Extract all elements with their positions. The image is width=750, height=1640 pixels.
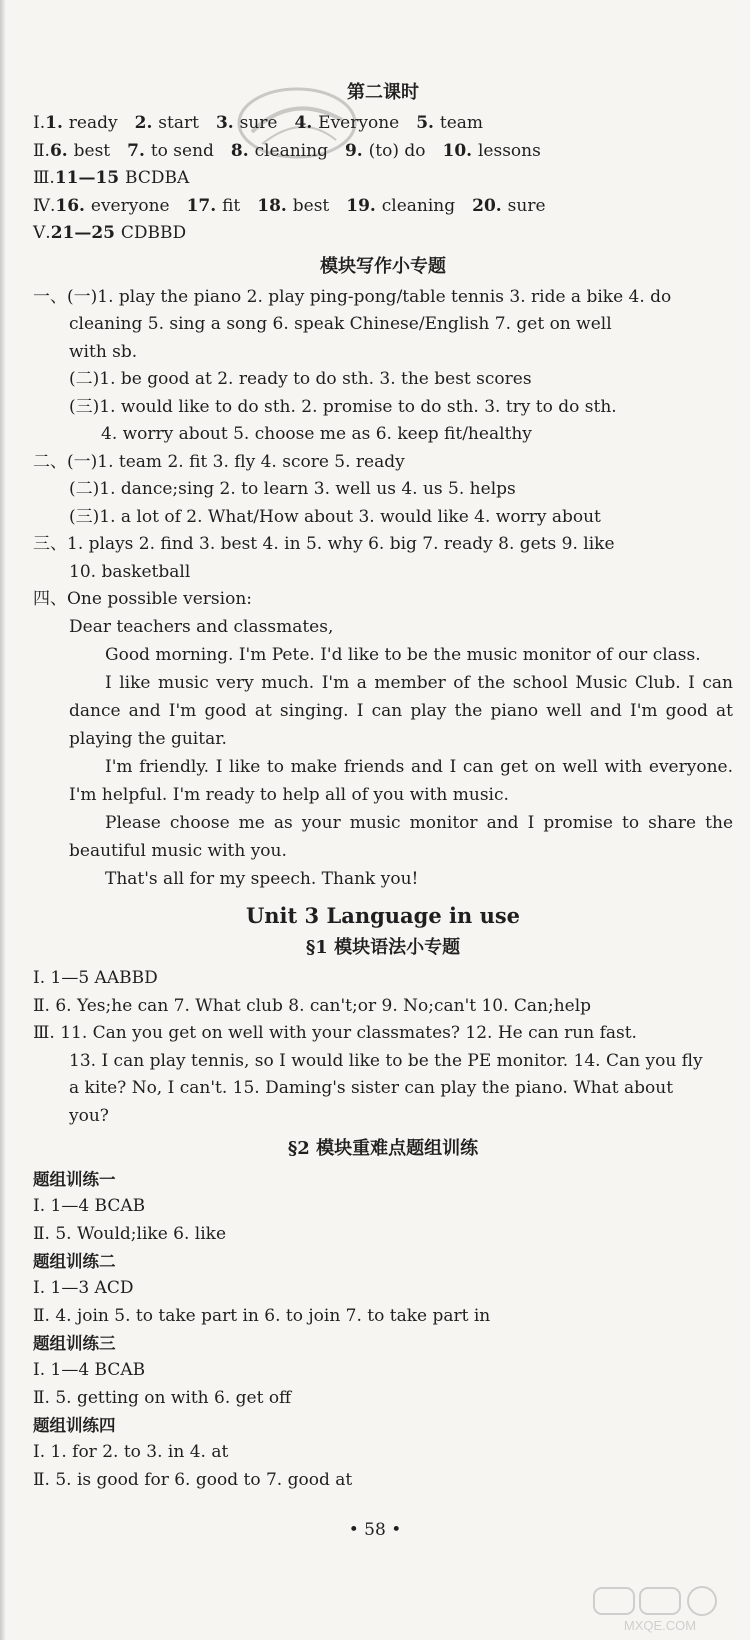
- section-numeral: Ⅴ.: [33, 223, 51, 243]
- answer-content: [33, 74, 733, 1494]
- question-number: 4.: [277, 113, 319, 133]
- watermark-text: MXQE.COM: [623, 1618, 697, 1633]
- question-number: 3.: [198, 113, 240, 133]
- section-numeral: Ⅳ.: [33, 195, 56, 216]
- grammar-2: Ⅱ. 6. Yes;he can 7. What club 8. can't;or 9. No;can't 10. Can;help: [33, 995, 592, 1016]
- question-number: 18.: [240, 195, 293, 216]
- answer-text: sure: [239, 113, 278, 133]
- answer-text: Everyone: [318, 113, 400, 133]
- grammar-3c: a kite? No, I can't. 15. Daming's sister can play the piano. What about: [69, 1078, 674, 1098]
- writing-s2-1: 二、(一)1. team 2. fit 3. fly 4. score 5. ready: [33, 451, 405, 472]
- writing-s1-2: (二)1. be good at 2. ready to do sth. 3. the best scores: [69, 369, 532, 389]
- writing-s1-1a: 一、(一)1. play the piano 2. play ping-pong/table tennis 3. ride a bike 4. do: [33, 286, 672, 307]
- grammar-3a: Ⅲ. 11. Can you get on well with your classmates? 12. He can run fast.: [33, 1023, 637, 1043]
- question-number: 16.: [55, 195, 91, 216]
- writing-s2-3: (三)1. a lot of 2. What/How about 3. would like 4. worry about: [69, 506, 601, 527]
- group1-line1: Ⅰ. 1—4 BCAB: [33, 1196, 146, 1216]
- answer-text: best: [292, 195, 330, 216]
- grammar-3d: you?: [69, 1105, 109, 1126]
- writing-s4-head: 四、One possible version:: [33, 589, 252, 609]
- lesson2-answers: [33, 110, 733, 248]
- question-number: 21—25: [50, 223, 121, 243]
- lesson2-title: 第二课时: [347, 82, 419, 103]
- writing-title: 模块写作小专题: [320, 255, 446, 277]
- answer-text: ready: [68, 113, 118, 133]
- group2-line2: Ⅱ. 4. join 5. to take part in 6. to join 7. to take part in: [33, 1305, 491, 1326]
- sample-essay: [33, 641, 733, 893]
- essay-paragraph-1: Good morning. I'm Pete. I'd like to be the music monitor of our class.: [105, 645, 701, 665]
- group1-title: 题组训练一: [33, 1170, 116, 1189]
- lesson2-line: [33, 110, 733, 138]
- group2-title: 题组训练二: [33, 1252, 116, 1271]
- answer-text: CDBBD: [120, 223, 187, 243]
- group3-line2: Ⅱ. 5. getting on with 6. get off: [33, 1387, 292, 1408]
- unit3-title: Unit 3 Language in use: [245, 903, 521, 928]
- group4-line1: Ⅰ. 1. for 2. to 3. in 4. at: [33, 1442, 229, 1462]
- writing-s1-3b: 4. worry about 5. choose me as 6. keep fit/healthy: [101, 424, 532, 444]
- writing-s3a: 三、1. plays 2. find 3. best 4. in 5. why 6. big 7. ready 8. gets 9. like: [33, 534, 615, 554]
- page-edge-shadow: [0, 0, 6, 1640]
- answer-text: start: [158, 113, 199, 133]
- grammar-title: §1 模块语法小专题: [305, 937, 461, 958]
- question-number: 8.: [213, 140, 255, 161]
- writing-s1-1b: cleaning 5. sing a song 6. speak Chinese/English 7. get on well: [69, 314, 612, 334]
- question-number: 10.: [425, 140, 478, 161]
- answer-text: to send: [150, 140, 214, 161]
- lesson2-line: [33, 193, 733, 221]
- essay-paragraph-2: I like music very much. I'm a member of the school Music Club. I can dance and I'm good at singing. I can play the piano well and I'm good at playing the guitar.: [69, 673, 733, 749]
- answer-text: best: [73, 140, 111, 161]
- essay-greeting: Dear teachers and classmates,: [69, 616, 334, 637]
- answer-text: cleaning: [381, 195, 456, 216]
- grammar-1: Ⅰ. 1—5 AABBD: [33, 968, 158, 988]
- question-number: 6.: [49, 140, 74, 161]
- writing-s2-2: (二)1. dance;sing 2. to learn 3. well us 4. us 5. helps: [69, 479, 516, 499]
- question-number: 7.: [110, 140, 151, 161]
- lesson2-line: [33, 165, 733, 193]
- answer-text: everyone: [90, 195, 170, 216]
- answer-text: fit: [222, 195, 241, 216]
- answer-text: team: [439, 113, 484, 133]
- page-number: • 58 •: [348, 1520, 402, 1540]
- writing-s1-1c: with sb.: [69, 341, 138, 362]
- answer-text: BCDBA: [125, 168, 190, 188]
- drill-title: §2 模块重难点题组训练: [287, 1138, 479, 1159]
- group4-title: 题组训练四: [33, 1416, 116, 1435]
- group3-line1: Ⅰ. 1—4 BCAB: [33, 1360, 146, 1380]
- group1-line2: Ⅱ. 5. Would;like 6. like: [33, 1223, 227, 1244]
- answer-text: sure: [507, 195, 546, 216]
- question-number: 19.: [329, 195, 382, 216]
- writing-s1-3a: (三)1. would like to do sth. 2. promise to do sth. 3. try to do sth.: [69, 396, 617, 417]
- section-numeral: Ⅲ.: [33, 168, 55, 188]
- question-number: 5.: [399, 113, 440, 133]
- question-number: 2.: [117, 113, 159, 133]
- essay-paragraph-4: Please choose me as your music monitor and I promise to share the beautiful music with you.: [69, 813, 733, 861]
- section-numeral: Ⅱ.: [33, 140, 50, 161]
- group4-line2: Ⅱ. 5. is good for 6. good to 7. good at: [33, 1469, 353, 1490]
- lesson2-line: [33, 220, 733, 248]
- essay-paragraph-3: I'm friendly. I like to make friends and I can get on well with everyone. I'm helpful. I'm ready to help all of you with music.: [69, 757, 733, 805]
- group3-title: 题组训练三: [33, 1334, 116, 1353]
- grammar-3b: 13. I can play tennis, so I would like to be the PE monitor. 14. Can you fly: [69, 1050, 703, 1071]
- answer-text: (to) do: [368, 140, 426, 161]
- lesson2-line: [33, 138, 733, 166]
- answer-text: cleaning: [254, 140, 328, 161]
- question-number: 1.: [45, 113, 69, 133]
- group2-line1: Ⅰ. 1—3 ACD: [33, 1278, 134, 1298]
- answer-text: lessons: [477, 140, 541, 161]
- writing-s3b: 10. basketball: [69, 561, 191, 582]
- question-number: 11—15: [54, 168, 126, 188]
- section-numeral: Ⅰ.: [33, 113, 46, 133]
- essay-paragraph-5: That's all for my speech. Thank you!: [105, 869, 419, 889]
- question-number: 17.: [169, 195, 223, 216]
- question-number: 20.: [455, 195, 508, 216]
- watermark-logo: [590, 1582, 730, 1634]
- question-number: 9.: [327, 140, 369, 161]
